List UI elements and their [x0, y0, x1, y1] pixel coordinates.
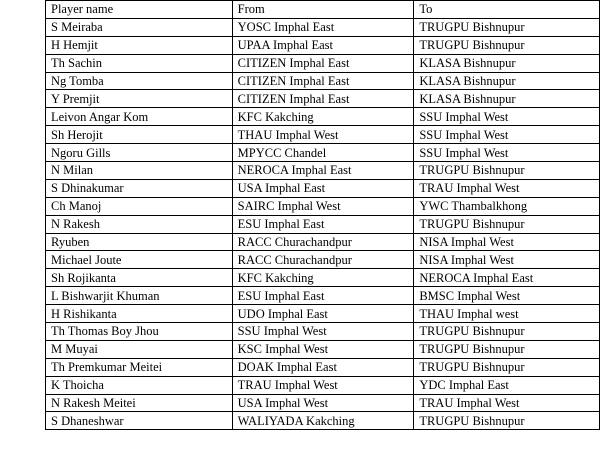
table-row: [46, 358, 600, 376]
to-club-cell: THAU Imphal west: [414, 305, 600, 323]
table-row: [46, 412, 600, 430]
table-row: [46, 162, 600, 180]
table-row: [46, 215, 600, 233]
player-name-cell: H Hemjit: [46, 36, 233, 54]
table-row: [46, 108, 600, 126]
to-club-cell: BMSC Imphal West: [414, 287, 600, 305]
player-name-cell: Ngoru Gills: [46, 144, 233, 162]
table-row: [46, 340, 600, 358]
table-row: [46, 179, 600, 197]
to-club-cell: TRAU Imphal West: [414, 394, 600, 412]
table-row: [46, 54, 600, 72]
player-name-cell: Th Thomas Boy Jhou: [46, 323, 233, 341]
header-to: To: [414, 1, 600, 19]
player-name-cell: Ryuben: [46, 233, 233, 251]
from-club-cell: RACC Churachandpur: [232, 233, 414, 251]
to-club-cell: NISA Imphal West: [414, 251, 600, 269]
player-name-cell: Ng Tomba: [46, 72, 233, 90]
table-row: [46, 251, 600, 269]
table-row: [46, 269, 600, 287]
from-club-cell: WALIYADA Kakching: [232, 412, 414, 430]
transfer-table-container: [45, 0, 600, 430]
from-club-cell: KFC Kakching: [232, 108, 414, 126]
table-row: [46, 233, 600, 251]
player-name-cell: S Dhinakumar: [46, 179, 233, 197]
player-name-cell: Th Sachin: [46, 54, 233, 72]
table-body: [46, 18, 600, 429]
from-club-cell: THAU Imphal West: [232, 126, 414, 144]
to-club-cell: TRUGPU Bishnupur: [414, 323, 600, 341]
player-name-cell: S Meiraba: [46, 18, 233, 36]
player-name-cell: S Dhaneshwar: [46, 412, 233, 430]
table-row: [46, 287, 600, 305]
table-row: [46, 126, 600, 144]
from-club-cell: USA Imphal East: [232, 179, 414, 197]
player-name-cell: N Rakesh Meitei: [46, 394, 233, 412]
from-club-cell: USA Imphal West: [232, 394, 414, 412]
to-club-cell: TRUGPU Bishnupur: [414, 358, 600, 376]
to-club-cell: KLASA Bishnupur: [414, 90, 600, 108]
from-club-cell: CITIZEN Imphal East: [232, 72, 414, 90]
table-row: [46, 18, 600, 36]
table-row: [46, 90, 600, 108]
from-club-cell: TRAU Imphal West: [232, 376, 414, 394]
to-club-cell: YWC Thambalkhong: [414, 197, 600, 215]
from-club-cell: ESU Imphal East: [232, 287, 414, 305]
player-name-cell: Michael Joute: [46, 251, 233, 269]
player-name-cell: Sh Rojikanta: [46, 269, 233, 287]
player-name-cell: K Thoicha: [46, 376, 233, 394]
from-club-cell: DOAK Imphal East: [232, 358, 414, 376]
from-club-cell: MPYCC Chandel: [232, 144, 414, 162]
from-club-cell: SAIRC Imphal West: [232, 197, 414, 215]
table-row: [46, 323, 600, 341]
table-row: [46, 197, 600, 215]
player-name-cell: L Bishwarjit Khuman: [46, 287, 233, 305]
from-club-cell: UDO Imphal East: [232, 305, 414, 323]
to-club-cell: SSU Imphal West: [414, 108, 600, 126]
table-row: [46, 36, 600, 54]
to-club-cell: SSU Imphal West: [414, 126, 600, 144]
to-club-cell: TRUGPU Bishnupur: [414, 18, 600, 36]
to-club-cell: TRUGPU Bishnupur: [414, 412, 600, 430]
from-club-cell: YOSC Imphal East: [232, 18, 414, 36]
to-club-cell: TRUGPU Bishnupur: [414, 162, 600, 180]
from-club-cell: CITIZEN Imphal East: [232, 54, 414, 72]
table-row: [46, 144, 600, 162]
to-club-cell: TRUGPU Bishnupur: [414, 36, 600, 54]
table-row: [46, 72, 600, 90]
from-club-cell: KFC Kakching: [232, 269, 414, 287]
to-club-cell: TRUGPU Bishnupur: [414, 215, 600, 233]
to-club-cell: YDC Imphal East: [414, 376, 600, 394]
table-row: [46, 305, 600, 323]
player-name-cell: H Rishikanta: [46, 305, 233, 323]
from-club-cell: KSC Imphal West: [232, 340, 414, 358]
player-name-cell: Sh Herojit: [46, 126, 233, 144]
player-name-cell: Y Premjit: [46, 90, 233, 108]
player-name-cell: Th Premkumar Meitei: [46, 358, 233, 376]
to-club-cell: NEROCA Imphal East: [414, 269, 600, 287]
to-club-cell: KLASA Bishnupur: [414, 72, 600, 90]
from-club-cell: NEROCA Imphal East: [232, 162, 414, 180]
player-name-cell: N Rakesh: [46, 215, 233, 233]
player-name-cell: N Milan: [46, 162, 233, 180]
player-name-cell: Ch Manoj: [46, 197, 233, 215]
from-club-cell: SSU Imphal West: [232, 323, 414, 341]
to-club-cell: TRUGPU Bishnupur: [414, 340, 600, 358]
to-club-cell: NISA Imphal West: [414, 233, 600, 251]
from-club-cell: ESU Imphal East: [232, 215, 414, 233]
player-transfer-table: [45, 0, 600, 430]
to-club-cell: TRAU Imphal West: [414, 179, 600, 197]
from-club-cell: UPAA Imphal East: [232, 36, 414, 54]
from-club-cell: RACC Churachandpur: [232, 251, 414, 269]
from-club-cell: CITIZEN Imphal East: [232, 90, 414, 108]
player-name-cell: Leivon Angar Kom: [46, 108, 233, 126]
to-club-cell: KLASA Bishnupur: [414, 54, 600, 72]
header-from: From: [232, 1, 414, 19]
header-player-name: Player name: [46, 1, 233, 19]
table-row: [46, 376, 600, 394]
table-row: [46, 394, 600, 412]
table-header-row: [46, 1, 600, 19]
to-club-cell: SSU Imphal West: [414, 144, 600, 162]
player-name-cell: M Muyai: [46, 340, 233, 358]
